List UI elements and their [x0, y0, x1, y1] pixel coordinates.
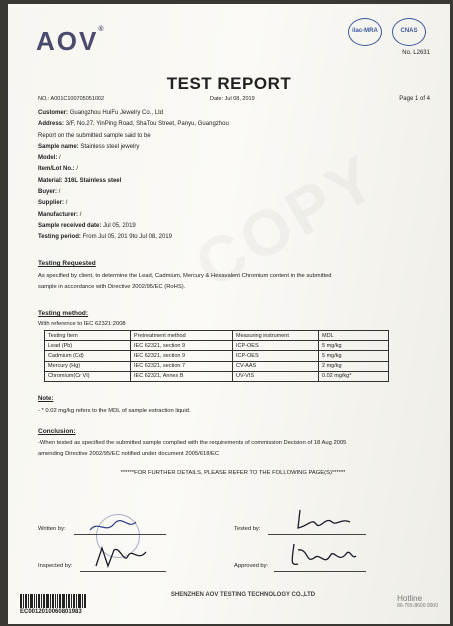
- table-cell: Cadmium (Cd): [45, 351, 131, 361]
- table-header-cell: Measuring instrument: [233, 331, 319, 341]
- barcode-number: EC0012010060801983: [20, 609, 82, 615]
- signature-line: [274, 571, 366, 572]
- report-title: TEST REPORT: [166, 74, 292, 93]
- info-line: Report on the submitted sample said to be: [38, 132, 151, 139]
- page-indicator: Page 1 of 4: [399, 96, 430, 102]
- table-row: [45, 371, 389, 381]
- report-barcode-icon: [20, 594, 100, 608]
- inspected-by-label: Inspected by:: [38, 563, 73, 569]
- hotline-label: Hotline: [397, 594, 423, 603]
- info-line: Material: 316L Stainless steel: [38, 177, 122, 184]
- testing-requested-heading: Testing Requested: [38, 260, 96, 267]
- conclusion-heading: Conclusion:: [38, 428, 76, 435]
- table-cell: CV-AAS: [233, 361, 319, 371]
- hotline-number: 86-755-8600 0000: [397, 603, 438, 609]
- info-line: Testing period: From Jul 05, 201 9to Jul 08, 2019: [38, 234, 172, 241]
- logo-text: AOV: [36, 26, 99, 56]
- testing-method-heading: Testing method:: [38, 310, 89, 317]
- sample-info: [38, 108, 438, 244]
- report-number: NO.: A001C100705051002: [38, 96, 105, 102]
- table-cell: Chromium(Cr VI): [45, 371, 131, 381]
- tested-by-label: Tested by:: [234, 526, 261, 532]
- report-page: [8, 4, 450, 624]
- info-line: Sample received date: Jul 05, 2019: [38, 222, 136, 229]
- footer: [128, 592, 358, 598]
- note-heading: Note:: [38, 396, 54, 402]
- testing-method-table: [44, 330, 389, 382]
- testing-requested-text: As specified by client, to determine the Lead, Cadmium, Mercury & Hexavalent Chromium content in the submitted sample in accordance with Directive 2002/95/EC (RoHS).: [38, 273, 332, 290]
- info-line: Sample name: Stainless steel jewelry: [38, 143, 140, 150]
- table-cell: UV-VIS: [233, 371, 319, 381]
- table-cell: IEC 62321, section 9: [131, 341, 233, 351]
- info-line: Supplier: /: [38, 200, 68, 207]
- signature-line: [268, 534, 366, 535]
- table-row: [45, 361, 389, 371]
- cnas-seal-icon: CNAS: [392, 18, 426, 46]
- table-header-cell: MDL: [319, 331, 389, 341]
- table-cell: Mercury (Hg): [45, 361, 131, 371]
- table-header-cell: Testing Item: [45, 331, 131, 341]
- table-cell: ICP-OES: [233, 341, 319, 351]
- info-line: Item/Lot No.: /: [38, 166, 79, 173]
- table-header-row: [45, 331, 389, 341]
- conclusion-text: -When tested as specified the submitted sample complied with the requirements of commission Decision of 18 Aug 2005 amending Directive 2002/95/EC notified under document 2005/618/EC: [38, 440, 347, 457]
- note-text: - * 0.02 mg/kg refers to the MDL of sample extraction liquid.: [38, 408, 191, 414]
- footer-company: SHENZHEN AOV TESTING TECHNOLOGY CO.,LTD: [170, 592, 316, 598]
- info-line: Customer: Guangzhou HuiFu Jewelry Co., Ltd: [38, 110, 164, 116]
- table-cell: 5 mg/kg: [319, 341, 389, 351]
- approved-by-label: Approved by:: [234, 563, 269, 569]
- table-cell: Lead (Pb): [45, 341, 131, 351]
- accreditation-number: No. L2631: [402, 50, 430, 56]
- info-line: Manufacturer: /: [38, 211, 82, 218]
- ilac-mra-seal-icon: ilac-MRA: [348, 18, 382, 46]
- written-by-signature-icon: [88, 516, 138, 536]
- table-cell: 0.02 mg/kg*: [319, 371, 389, 381]
- report-date: Date: Jul 08, 2019: [210, 96, 255, 102]
- approved-by-signature-icon: [288, 540, 358, 570]
- accreditation-marks: [344, 18, 436, 60]
- signature-line: [80, 571, 166, 572]
- table-cell: ICP-OES: [233, 351, 319, 361]
- testing-method-reference: With reference to IEC 62321:2008: [38, 321, 126, 327]
- written-by-label: Written by:: [38, 526, 66, 532]
- registered-mark: ®: [98, 26, 106, 33]
- table-header-cell: Pretreatment method: [131, 331, 233, 341]
- tested-by-signature-icon: [296, 508, 356, 532]
- info-line: Model: /: [38, 155, 61, 162]
- table-cell: 2 mg/kg: [319, 361, 389, 371]
- table-cell: IEC 62321, Annex B: [131, 371, 233, 381]
- info-line: Address: 3/F, No.27, YinPing Road, ShaTou Street, Panyu, Guangzhou: [38, 121, 229, 128]
- table-row: [45, 341, 389, 351]
- further-details-line: ******FOR FURTHER DETAILS, PLEASE REFER TO THE FOLLOWING PAGE(S)******: [120, 470, 346, 476]
- table-row: [45, 351, 389, 361]
- inspected-by-signature-icon: [94, 544, 148, 570]
- table-cell: 5 mg/kg: [319, 351, 389, 361]
- aov-logo: [36, 26, 106, 57]
- info-line: Buyer: /: [38, 189, 61, 196]
- hotline: [397, 594, 438, 609]
- table-cell: IEC 62321, section 7: [131, 361, 233, 371]
- table-cell: IEC 62321, section 9: [131, 351, 233, 361]
